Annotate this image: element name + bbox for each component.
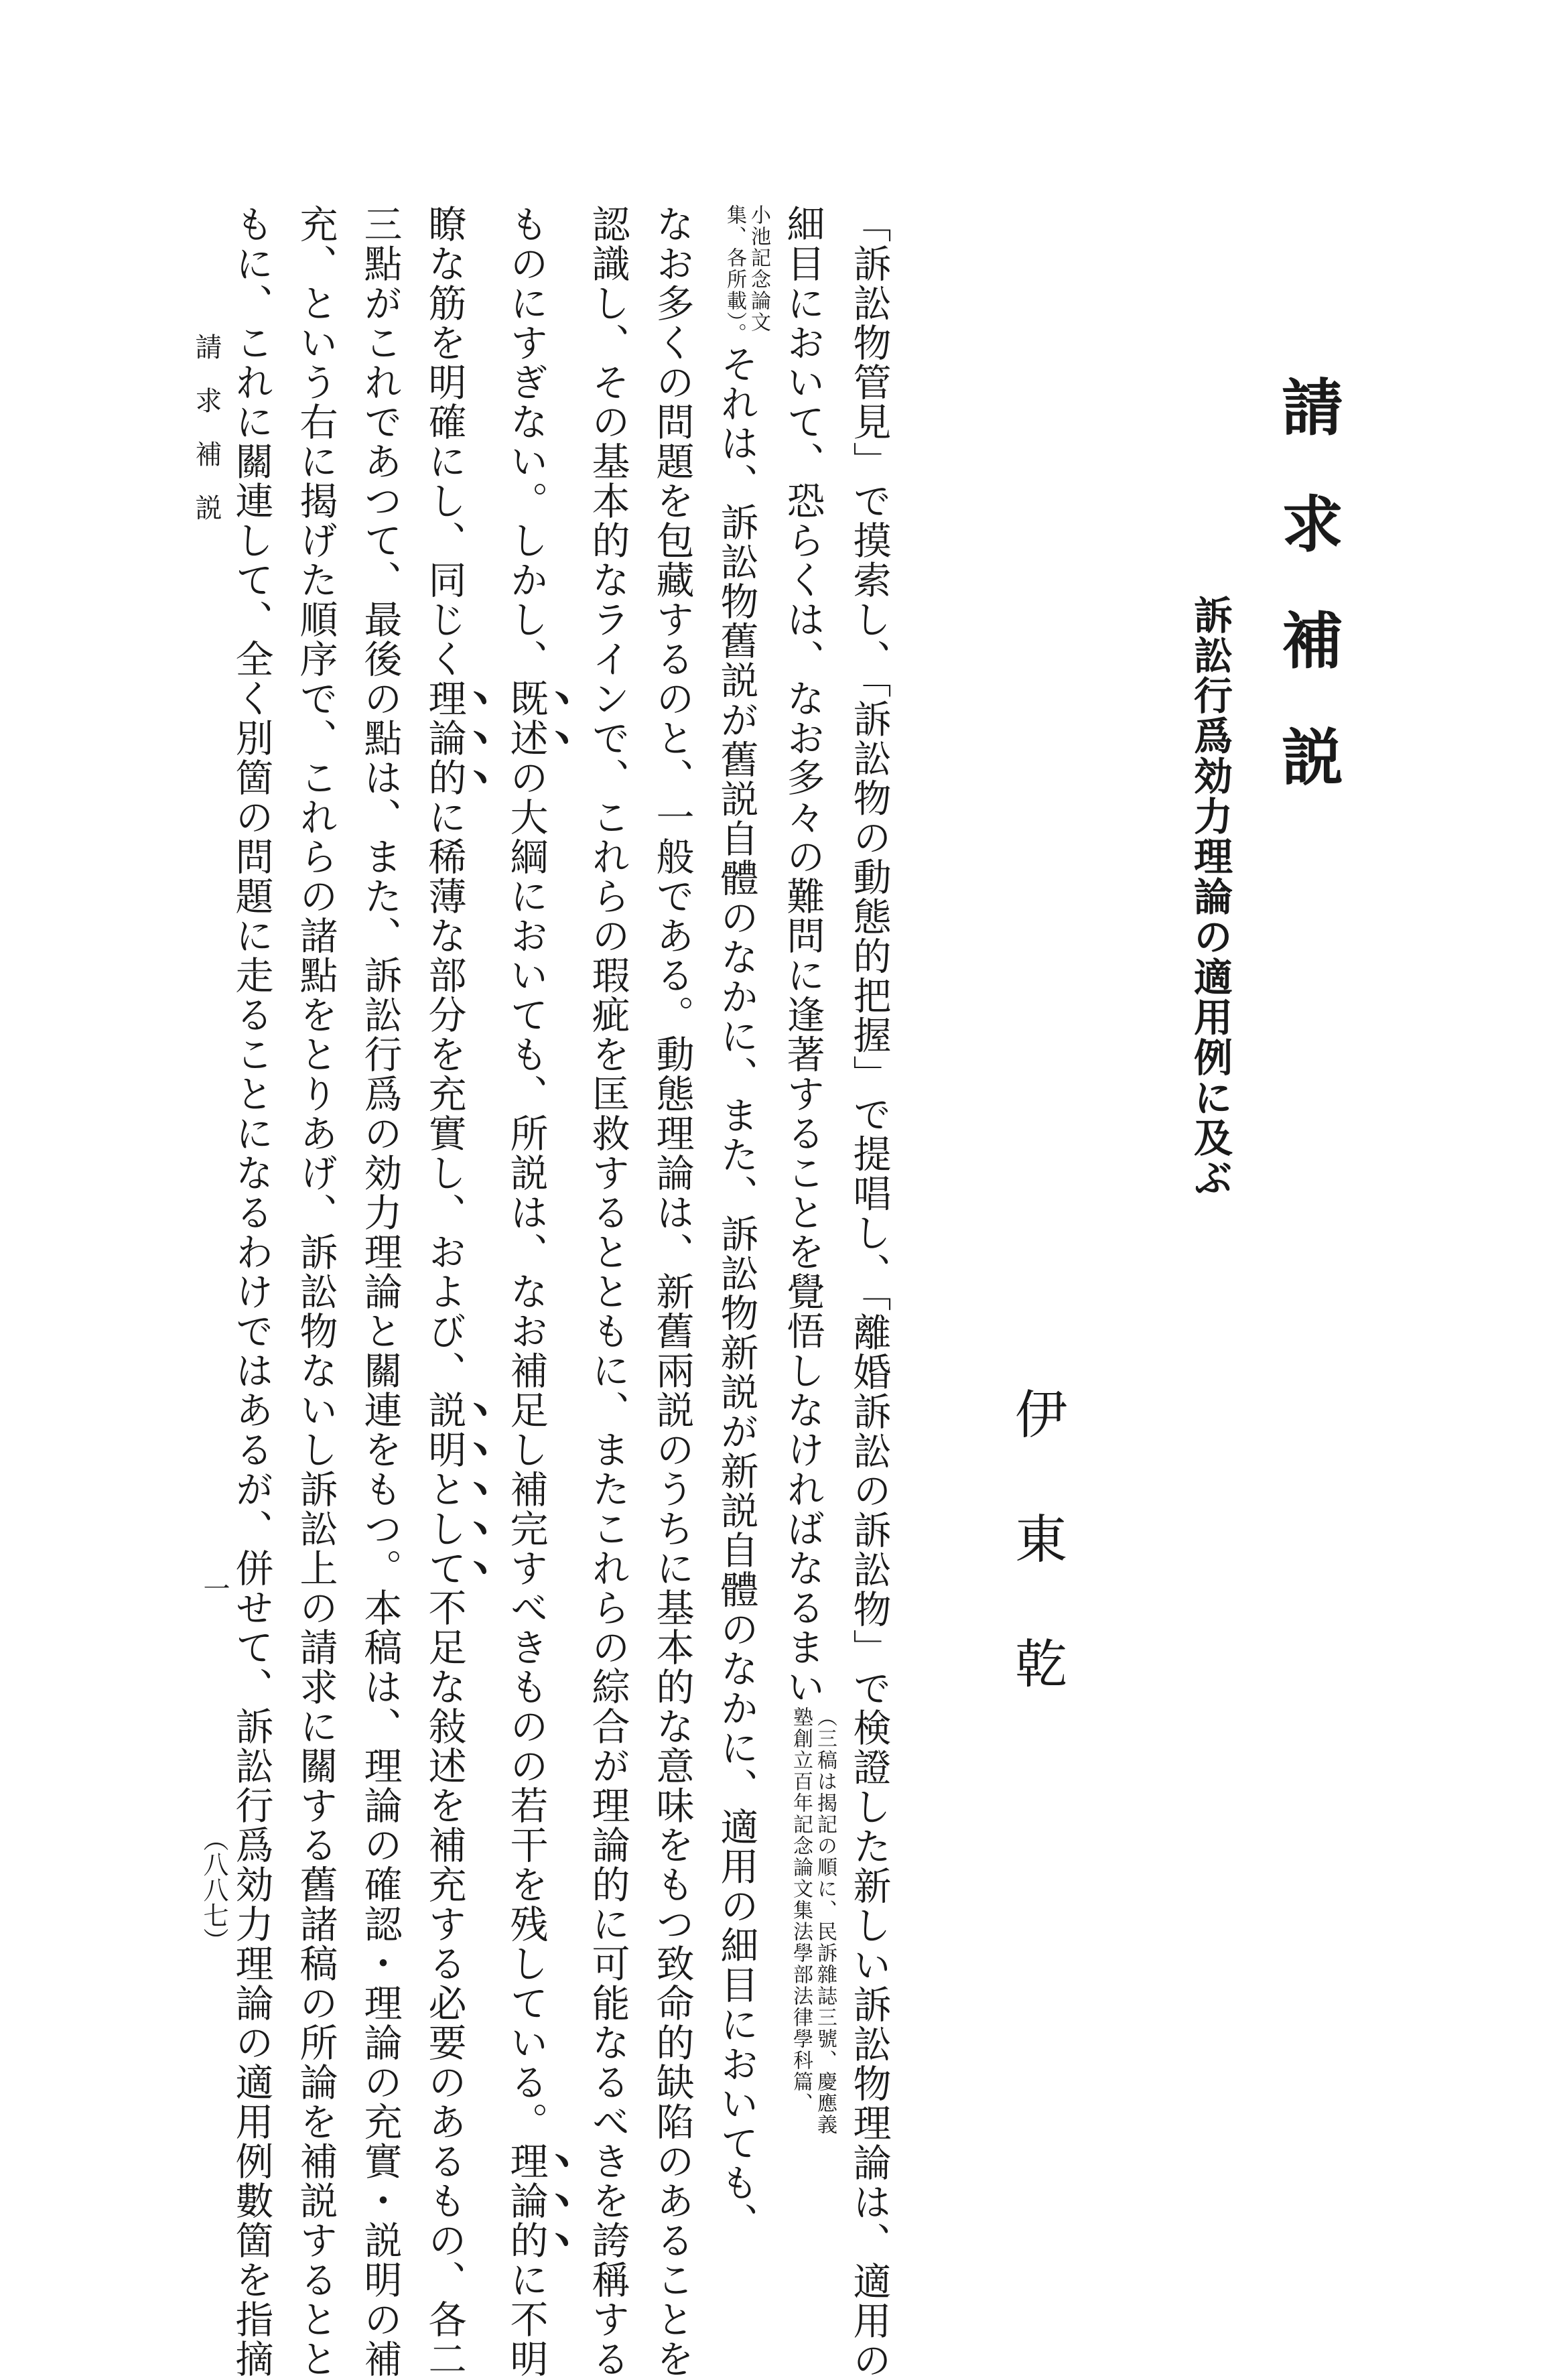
text-segment: 不足な敍述を補充する必要のあるもの、各二 <box>421 1588 466 2379</box>
article-title: 請求補説 <box>1272 375 1344 842</box>
text-segment: に稀薄な部分を充實し、および、 <box>421 797 466 1390</box>
text-segment: なお多くの問題を包藏するのと、一般である。動態理論は、新舊兩説のうちに基本的な意味をもつ致命的缺陷のあることを <box>649 204 694 2379</box>
text-column <box>575 204 640 2379</box>
text-segment: に不明 <box>503 2260 548 2379</box>
text-column <box>219 204 283 2379</box>
note-line: 小池記念論文 <box>746 204 770 333</box>
note-line: 塾創立百年記念論文集法學部法律學科篇、 <box>789 1707 813 2114</box>
text-segment: 瞭な筋を明確にし、同じく <box>421 204 466 679</box>
text-segment: の大綱においても、所説は、なお補足し補完すべきものの若干を残している。 <box>503 758 548 2141</box>
emphasized-text: 説明として <box>421 1390 466 1588</box>
inline-note <box>789 1707 837 2135</box>
body-text <box>219 204 901 2380</box>
text-column <box>494 204 575 2379</box>
text-column <box>837 204 901 2380</box>
text-segment: ものにすぎない。しかし、 <box>503 204 548 679</box>
author-name: 伊東乾 <box>1006 1387 1067 1761</box>
page-number-parenthetical: （八八七） <box>199 1826 228 1953</box>
text-column <box>640 204 704 2379</box>
text-segment: 充、という右に揭げた順序で、これらの諸點をとりあげ、訴訟物ないし訴訟上の請求に關する舊諸稿の所論を補説するとと <box>293 204 338 2379</box>
inline-note <box>722 204 770 344</box>
text-column <box>412 204 494 2379</box>
note-line: （三稿は揭記の順に、民訴雜誌三號、慶應義 <box>813 1707 837 2135</box>
emphasized-text: 既述 <box>503 679 548 758</box>
running-title: 請求補説 <box>191 333 222 547</box>
text-segment: 細目において、恐らくは、なお多々の難問に逢著することを覺悟しなければなるまい <box>780 204 825 1707</box>
text-column <box>283 204 348 2379</box>
text-segment: それは、訴訟物舊説が舊説自體のなかに、また、訴訟物新説が新説自體のなかに、適用の細目においても、 <box>714 344 758 2242</box>
emphasized-text: 理論的 <box>503 2141 548 2260</box>
text-column <box>704 204 770 2242</box>
text-segment: 認識し、その基本的なラインで、これらの瑕疵を匡救するとともに、またこれらの綜合が理論的に可能なるべきを誇稱する <box>585 204 630 2379</box>
note-line: 集、各所載）。 <box>722 204 746 344</box>
text-segment: もに、これに關連して、全く別箇の問題に走ることになるわけではあるが、併せて、訴訟行爲効力理論の適用例數箇を指摘 <box>228 204 273 2379</box>
page-number: 一 <box>199 1575 230 1601</box>
emphasized-text: 理論的 <box>421 679 466 797</box>
text-column <box>770 204 837 2135</box>
text-segment: 三點がこれであつて、最後の點は、また、訴訟行爲の効力理論と關連をもつ。本稿は、理論の確認・理論の充實・説明の補 <box>357 204 402 2379</box>
text-column <box>348 204 412 2379</box>
text-segment: 「訴訟物管見」で摸索し、「訴訟物の動態的把握」で提唱し、「離婚訴訟の訴訟物」で検證した新しい訴訟物理論は、適用の <box>847 204 891 2380</box>
article-subtitle: 訴訟行爲効力理論の適用例に及ぶ <box>1187 595 1233 1198</box>
